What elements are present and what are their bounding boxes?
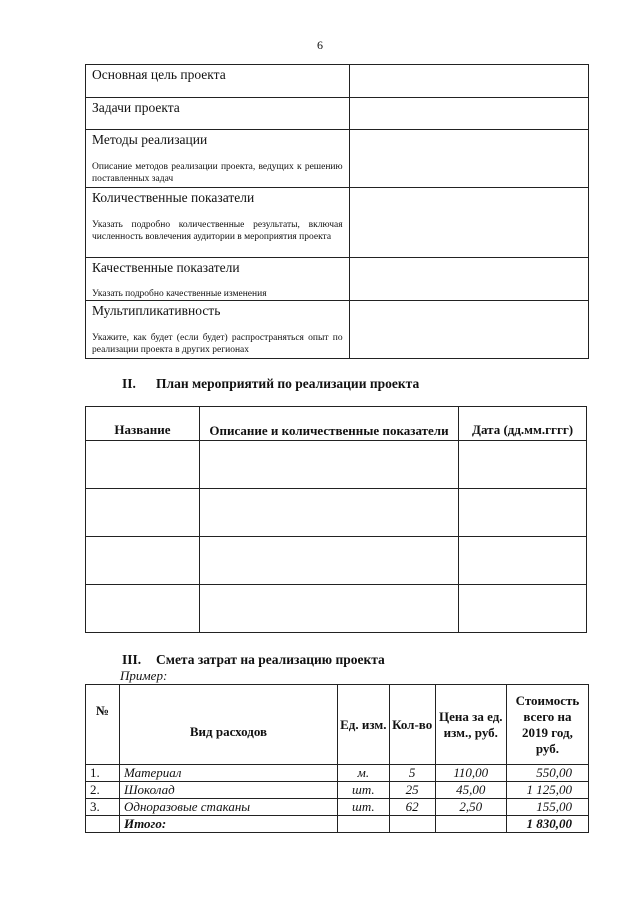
event-description-cell[interactable] (199, 441, 458, 489)
event-name-cell[interactable] (86, 585, 200, 633)
row-price: 45,00 (435, 782, 506, 799)
header-number: № (86, 685, 120, 765)
row-expense-type: Шоколад (119, 782, 337, 799)
row-number: 1. (86, 765, 120, 782)
info-note-qualitative: Указать подробно качественные изменения (92, 289, 267, 299)
section-3-number: III. (122, 652, 142, 667)
row-price: 110,00 (435, 765, 506, 782)
info-cell-label (86, 98, 350, 130)
table-row (86, 799, 589, 816)
table-row (86, 301, 589, 359)
row-total: 155,00 (506, 799, 588, 816)
section-2-heading (122, 376, 419, 392)
total-empty-cell (86, 816, 120, 833)
section-2-number: II. (122, 376, 136, 391)
row-unit: м. (337, 765, 389, 782)
info-cell-label (86, 188, 350, 258)
info-cell-value (349, 301, 588, 359)
event-date-cell[interactable] (459, 489, 587, 537)
row-total: 1 125,00 (506, 782, 588, 799)
info-label-qualitative: Качественные показатели (92, 260, 240, 275)
info-cell-value (349, 258, 588, 301)
example-label: Пример: (120, 668, 168, 683)
header-total-cost: Стоимость всего на 2019 год, руб. (506, 685, 588, 765)
header-date: Дата (дд.мм.гггг) (459, 407, 587, 441)
info-cell-label (86, 65, 350, 98)
row-quantity: 25 (389, 782, 435, 799)
row-unit: шт. (337, 782, 389, 799)
info-label-goal: Основная цель проекта (92, 67, 226, 82)
table-row (86, 98, 589, 130)
row-expense-type: Материал (119, 765, 337, 782)
table-row (86, 258, 589, 301)
table-row (86, 585, 587, 633)
section-3-title: Смета затрат на реализацию проекта (156, 652, 385, 667)
info-cell-value (349, 65, 588, 98)
table-row (86, 188, 589, 258)
header-name: Название (86, 407, 200, 441)
table-row (86, 441, 587, 489)
event-description-cell[interactable] (199, 537, 458, 585)
info-cell-value (349, 98, 588, 130)
header-unit: Ед. изм. (337, 685, 389, 765)
row-quantity: 62 (389, 799, 435, 816)
table-row (86, 765, 589, 782)
total-empty-cell (389, 816, 435, 833)
header-price: Цена за ед. изм., руб. (435, 685, 506, 765)
table-row (86, 537, 587, 585)
total-value: 1 830,00 (506, 816, 588, 833)
row-number: 2. (86, 782, 120, 799)
total-empty-cell (337, 816, 389, 833)
info-cell-label (86, 258, 350, 301)
total-label: Итого: (119, 816, 337, 833)
event-date-cell[interactable] (459, 441, 587, 489)
row-total: 550,00 (506, 765, 588, 782)
total-empty-cell (435, 816, 506, 833)
info-note-quantitative: Указать подробно количественные результаты, включая численность вовлечения аудитории в мероприятия проекта (92, 220, 343, 242)
info-cell-value (349, 130, 588, 188)
table-header-row (86, 407, 587, 441)
row-expense-type: Одноразовые стаканы (119, 799, 337, 816)
info-label-quantitative: Количественные показатели (92, 190, 255, 205)
table-row (86, 489, 587, 537)
page-number: 6 (317, 38, 323, 52)
header-expense-type: Вид расходов (119, 685, 337, 765)
header-quantity: Кол-во (389, 685, 435, 765)
total-row (86, 816, 589, 833)
row-quantity: 5 (389, 765, 435, 782)
info-label-multiplicativity: Мультипликативность (92, 303, 221, 318)
info-label-tasks: Задачи проекта (92, 100, 180, 115)
event-name-cell[interactable] (86, 537, 200, 585)
budget-table (85, 684, 589, 833)
row-price: 2,50 (435, 799, 506, 816)
event-description-cell[interactable] (199, 585, 458, 633)
event-date-cell[interactable] (459, 537, 587, 585)
info-cell-label (86, 301, 350, 359)
info-label-methods: Методы реализации (92, 132, 208, 147)
event-description-cell[interactable] (199, 489, 458, 537)
events-plan-table (85, 406, 587, 633)
section-3-heading (122, 652, 385, 668)
table-row (86, 782, 589, 799)
row-number: 3. (86, 799, 120, 816)
row-unit: шт. (337, 799, 389, 816)
info-cell-value (349, 188, 588, 258)
event-name-cell[interactable] (86, 441, 200, 489)
event-date-cell[interactable] (459, 585, 587, 633)
table-row (86, 130, 589, 188)
event-name-cell[interactable] (86, 489, 200, 537)
project-info-table (85, 64, 589, 359)
info-note-methods: Описание методов реализации проекта, ведущих к решению поставленных задач (92, 162, 343, 184)
header-description: Описание и количественные показатели (199, 407, 458, 441)
info-note-multiplicativity: Укажите, как будет (если будет) распространяться опыт по реализации проекта в других регионах (92, 333, 343, 355)
info-cell-label (86, 130, 350, 188)
table-header-row (86, 685, 589, 765)
table-row (86, 65, 589, 98)
section-2-title: План мероприятий по реализации проекта (156, 376, 420, 391)
